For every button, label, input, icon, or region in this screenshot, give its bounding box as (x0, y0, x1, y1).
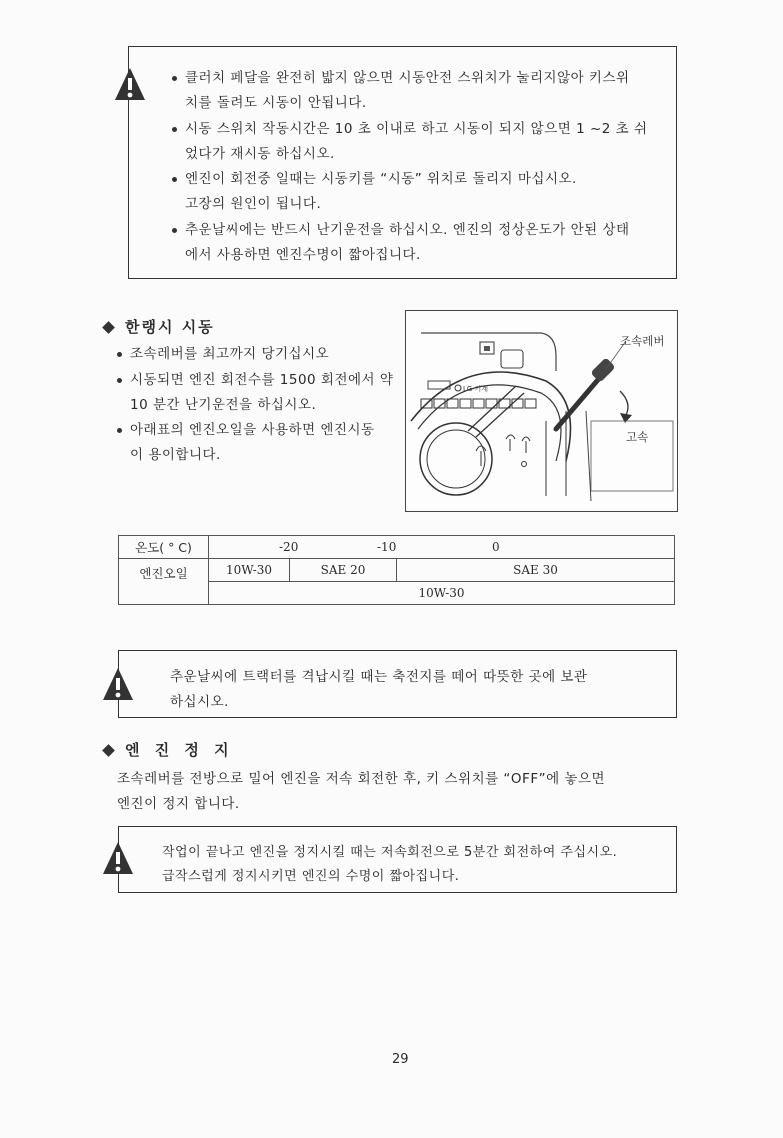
cold-start-line-4: 아래표의 엔진오일을 사용하면 엔진시동 (117, 418, 375, 438)
engine-oil-label: 엔진오일 (119, 559, 209, 605)
temp-scale-row (209, 536, 675, 559)
warning-triangle-icon (101, 666, 135, 702)
warning1-line-8: 에서 사용하면 엔진수명이 짧아집니다. (185, 247, 421, 263)
warning-triangle-icon (113, 66, 147, 102)
warning1-line-7: 추운날씨에는 반드시 난기운전을 하십시오. 엔진의 정상온도가 안된 상태 (172, 218, 630, 238)
cold-start-line-1: 조속레버를 최고까지 당기십시오 (117, 342, 329, 362)
cold-start-heading: 한랭시 시동 (104, 316, 215, 337)
grade-10w30-all: 10W-30 (209, 582, 675, 605)
warning1-line-2: 치를 돌려도 시동이 안됩니다. (185, 95, 367, 111)
grade-10w30-cold: 10W-30 (209, 559, 290, 582)
warning2-line-1: 추운날씨에 트랙터를 격납시킬 때는 축전지를 떼어 따뜻한 곳에 보관 (170, 669, 588, 685)
grade-sae30: SAE 30 (397, 559, 675, 582)
temp-header-label: 온도( ° C) (119, 536, 209, 559)
grade-sae20: SAE 20 (290, 559, 397, 582)
warning1-line-3: 시동 스위치 작동시간은 10 초 이내로 하고 시동이 되지 않으면 1 ~2 초 쉬 (172, 117, 648, 137)
diamond-bullet-icon (102, 321, 115, 334)
cold-start-line-3: 10 분간 난기운전을 하십시오. (130, 397, 317, 413)
engine-stop-line-1: 조속레버를 전방으로 밀어 엔진을 저속 회전한 후, 키 스위치를 “OFF”에 놓으면 (117, 771, 606, 787)
temp-minus-20: -20 (279, 540, 299, 554)
engine-oil-table (118, 535, 675, 605)
diamond-bullet-icon (102, 744, 115, 757)
warning1-line-5: 엔진이 회전중 일때는 시동키를 “시동” 위치로 돌리지 마십시오. (172, 167, 577, 187)
cold-start-line-5: 이 용이합니다. (130, 447, 221, 463)
engine-stop-heading: 엔 진 정 지 (104, 739, 234, 760)
page-number: 29 (392, 1052, 409, 1067)
lever-label: 조속레버 (620, 334, 665, 348)
high-speed-label: 고속 (626, 430, 649, 444)
warning-triangle-icon (101, 840, 135, 876)
warning2-line-2: 하십시오. (170, 694, 229, 710)
warning1-line-1: 클러치 페달을 완전히 밟지 않으면 시동안전 스위치가 눌리지않아 키스위 (172, 66, 630, 86)
brand-label: LG 기계 (463, 385, 489, 393)
warning1-line-6: 고장의 원인이 됩니다. (185, 196, 322, 212)
cold-start-line-2: 시동되면 엔진 회전수를 1500 회전에서 약 (117, 368, 393, 388)
warning3-line-1: 작업이 끝나고 엔진을 정지시킬 때는 저속회전으로 5분간 회전하여 주십시오. (162, 845, 618, 860)
warning3-line-2: 급작스럽게 정지시키면 엔진의 수명이 짧아집니다. (162, 869, 460, 884)
temp-zero: 0 (492, 540, 500, 554)
warning1-line-4: 었다가 재시동 하십시오. (185, 146, 335, 162)
throttle-lever-illustration (405, 310, 678, 512)
temp-minus-10: -10 (377, 540, 397, 554)
engine-stop-line-2: 엔진이 정지 합니다. (117, 796, 240, 812)
